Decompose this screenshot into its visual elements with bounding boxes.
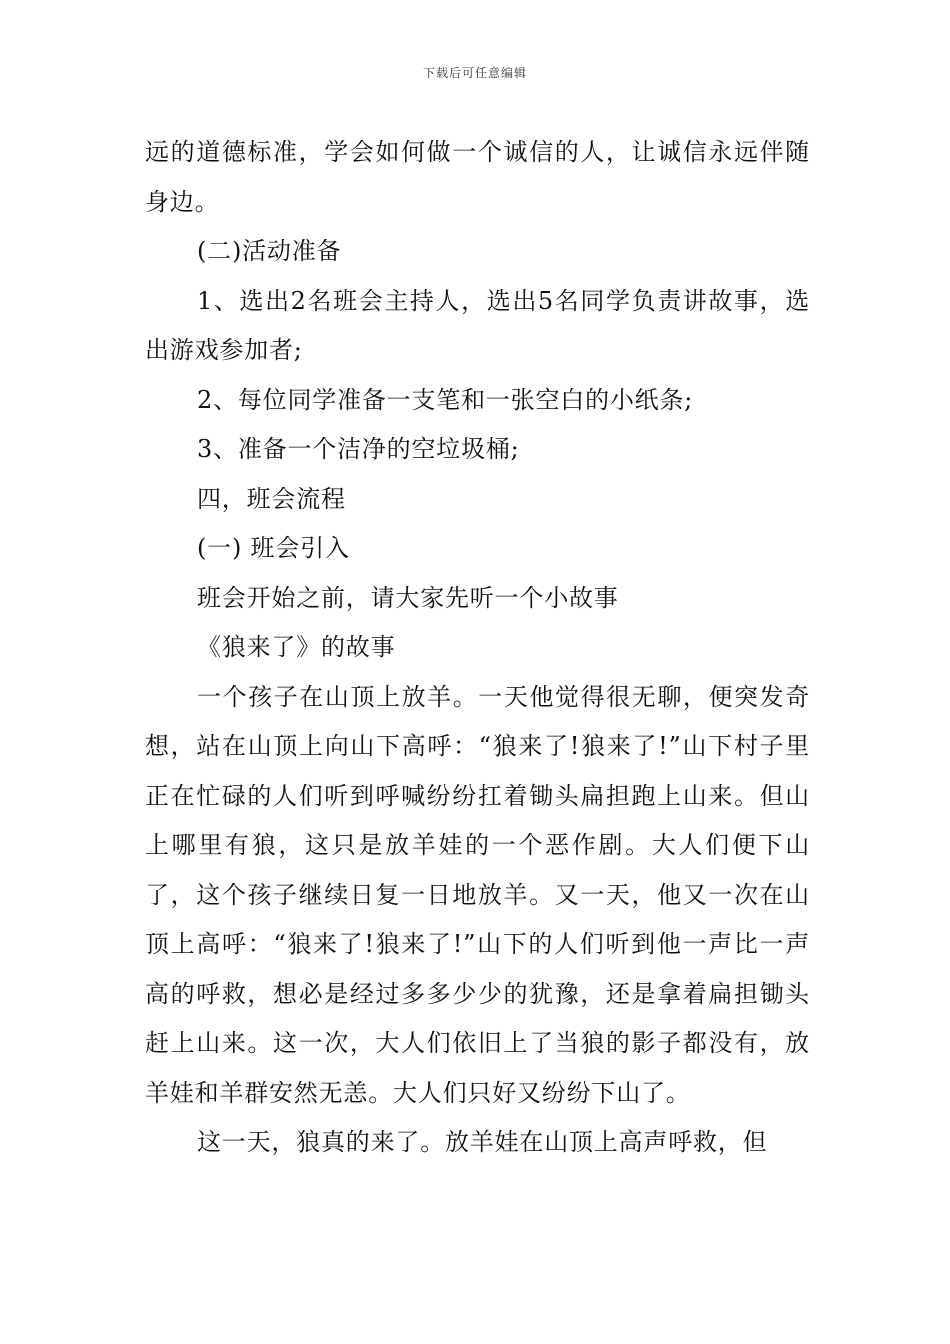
list-item-2: 2、每位同学准备一支笔和一张空白的小纸条; xyxy=(197,385,694,414)
subsection-heading-intro: (一) 班会引入 xyxy=(197,534,350,562)
list-item-1: 1、选出2名班会主持人，选出5名同学负责讲故事，选出游戏参加者; xyxy=(145,286,810,364)
paragraph-continuation: 远的道德标准，学会如何做一个诚信的人，让诚信永远伴随身边。 xyxy=(145,138,810,216)
section-heading-process: 四，班会流程 xyxy=(197,484,346,513)
paragraph-intro: 班会开始之前，请大家先听一个小故事 xyxy=(197,583,619,612)
list-item-3: 3、准备一个洁净的空垃圾桶; xyxy=(197,435,520,463)
page-header-note: 下载后可任意编辑 xyxy=(422,66,527,80)
story-paragraph-continued: 这一天，狼真的来了。放羊娃在山顶上高声呼救，但 xyxy=(197,1128,768,1156)
document-body xyxy=(145,128,810,1168)
section-heading-preparation: (二)活动准备 xyxy=(197,237,342,265)
story-title: 《狼来了》的故事 xyxy=(197,633,396,661)
story-paragraph: 一个孩子在山顶上放羊。一天他觉得很无聊，便突发奇想，站在山顶上向山下高呼：“狼来了!狼来了!”山下村子里正在忙碌的人们听到呼喊纷纷扛着锄头扁担跑上山来。但山上哪里有狼，这只是放羊娃的一个恶作剧。大人们便下山了，这个孩子继续日复一日地放羊。又一天，他又一次在山顶上高呼：“狼来了!狼来了!”山下的人们听到他一声比一声高的呼救，想必是经过多多少少的犹豫，还是拿着扁担锄头赶上山来。这一次，大人们依旧上了当狼的影子都没有，放羊娃和羊群安然无恙。大人们只好又纷纷下山了。 xyxy=(145,682,810,1107)
